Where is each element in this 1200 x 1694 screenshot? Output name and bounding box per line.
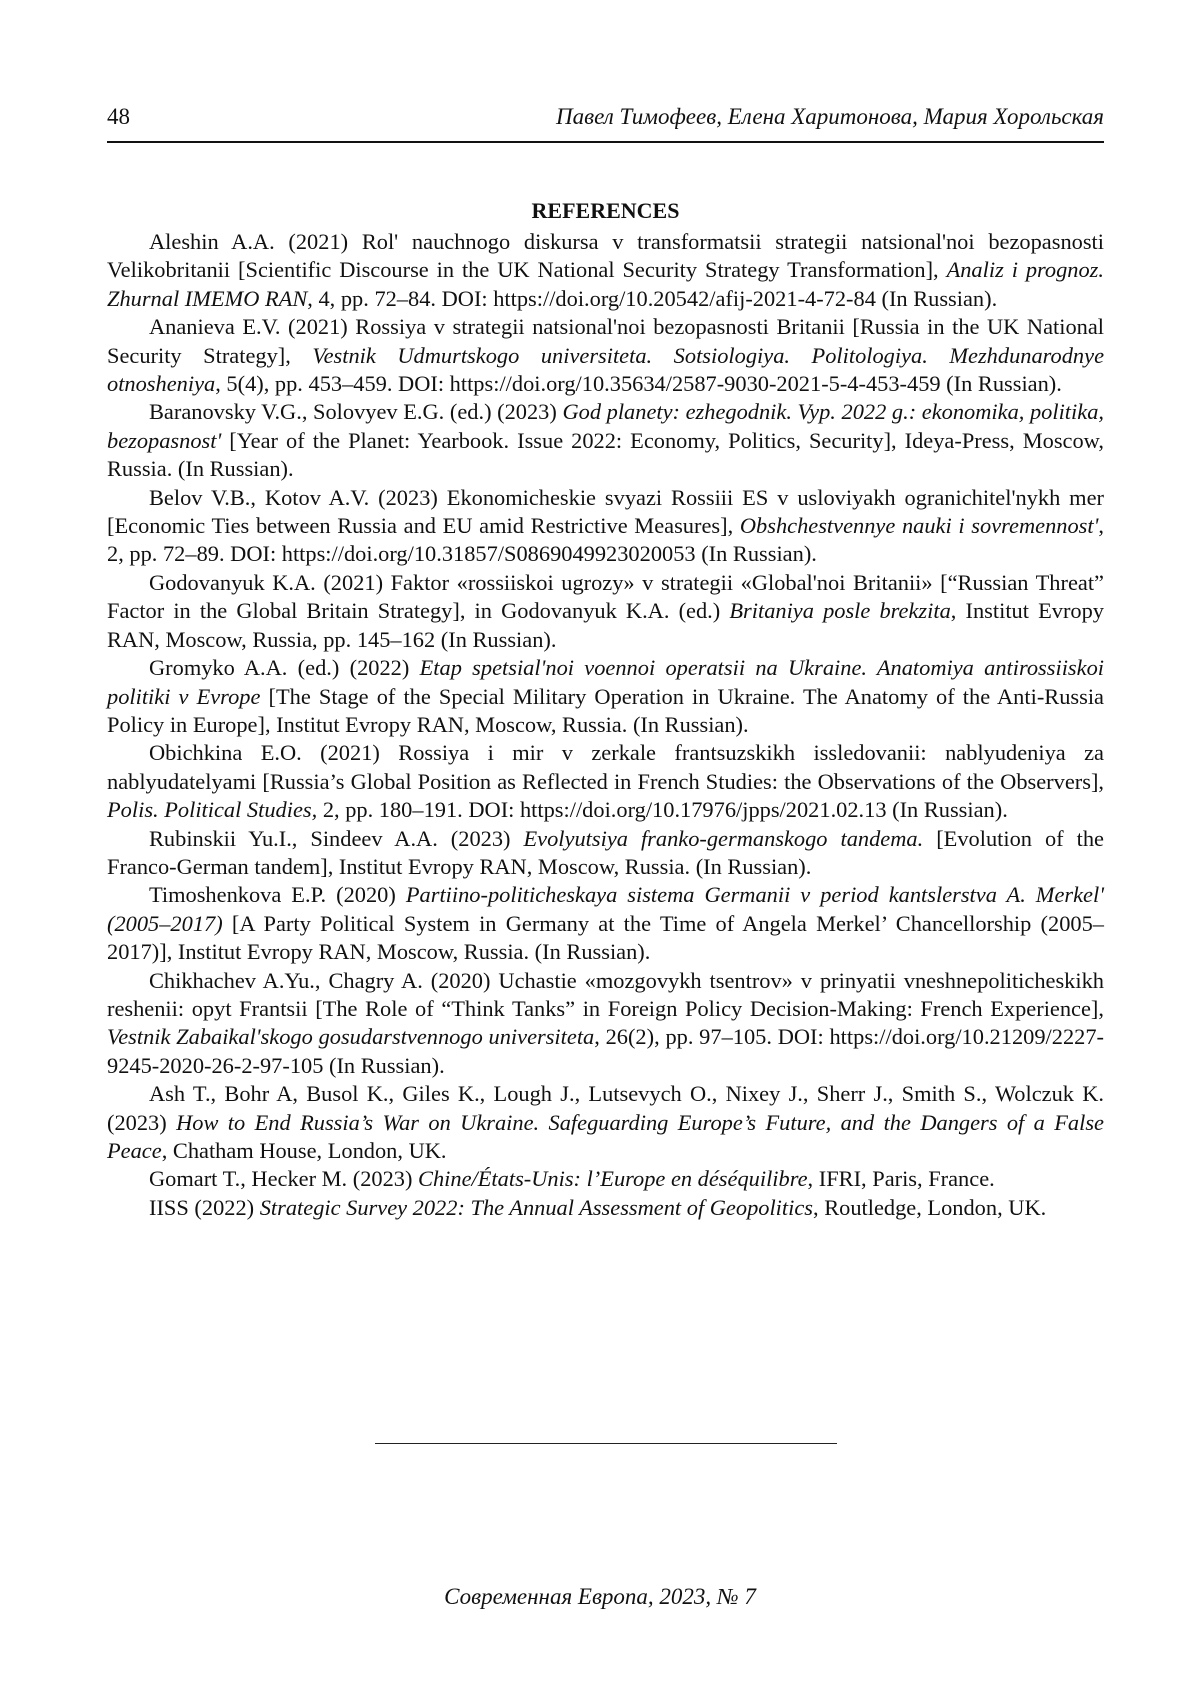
reference-authors: Ananieva E.V. (2021) Rossiya v strategii natsional'noi bezopasnosti Britanii [Russia in the UK National Security Strategy],: [107, 314, 1104, 368]
reference-source: Vestnik Zabaikal'skogo gosudarstvennogo universiteta: [107, 1024, 595, 1050]
reference-source: Partiino-politicheskaya sistema Germanii v period kantslerstva A. Merkel' (2005–2017): [107, 882, 1104, 936]
running-title-authors: Павел Тимофеев, Елена Харитонова, Мария Хорольская: [556, 104, 1104, 129]
reference-authors: Timoshenkova E.P. (2020): [149, 882, 396, 908]
reference-entry: [107, 484, 1104, 569]
reference-authors: Aleshin A.A. (2021) Rol' nauchnogo diskursa v transformatsii strategii natsional'noi bezopasnosti Velikobritanii [Scientific Discourse in the UK National Security Strategy Transformation],: [107, 229, 1104, 283]
section-end-rule: [375, 1443, 837, 1444]
reference-details: , Institut Evropy RAN, Moscow, Russia, pp. 145–162 (In Russian).: [107, 598, 1104, 652]
reference-entry: [107, 967, 1104, 1081]
reference-authors: Rubinskii Yu.I., Sindeev A.A. (2023): [149, 825, 511, 851]
reference-source: Obshchestvennye nauki i sovremennost': [739, 513, 1099, 539]
reference-authors: Godovanyuk K.A. (2021) Faktor «rossiiskoi ugrozy» v strategii «Global'noi Britanii» [“Russian Threat” Factor in the Global Britain Strategy], in Godovanyuk K.A. (ed.): [107, 569, 1104, 624]
reference-authors: Ash T., Bohr A, Busol K., Giles K., Lough J., Lutsevych O., Nixey J., Sherr J., Smith S., Wolczuk K. (2023): [107, 1081, 1104, 1135]
reference-source: Etap spetsial'noi voennoi operatsii na Ukraine. Anatomiya antirossiiskoi politiki v Evrope: [107, 655, 1104, 709]
reference-entry: [107, 654, 1104, 739]
reference-authors: Belov V.B., Kotov A.V. (2023) Ekonomicheskie svyazi Rossiii ES v usloviyakh ogranichitel'nykh mer [Economic Ties between Russia and EU amid Restrictive Measures],: [107, 484, 1104, 539]
reference-details: 2, pp. 180–191. DOI: https://doi.org/10.17976/jpps/2021.02.13 (In Russian).: [317, 797, 1008, 823]
reference-entry: [107, 398, 1104, 483]
reference-source: Vestnik Udmurtskogo universiteta. Sotsiologiya. Politologiya. Mezhdunarodnye otnosheniya: [107, 342, 1105, 397]
reference-source: Britaniya posle brekzita: [729, 598, 951, 624]
reference-authors: IISS (2022): [149, 1194, 255, 1220]
reference-entry: [107, 825, 1104, 882]
reference-entry: [107, 1194, 1104, 1222]
reference-authors: Chikhachev A.Yu., Chagry A. (2020) Uchastie «mozgovykh tsentrov» v prinyatii vneshnepoliticheskikh reshenii: opyt Frantsii [The Role of “Think Tanks” in Foreign Policy Decision-Making: French Experience],: [107, 967, 1104, 1021]
references-heading: REFERENCES: [531, 198, 680, 223]
reference-entry: [107, 313, 1104, 398]
header-rule: [107, 141, 1104, 143]
reference-source: God planety: ezhegodnik. Vyp. 2022 g.: ekonomika, politika, bezopasnost': [107, 399, 1104, 453]
reference-details: , IFRI, Paris, France.: [807, 1166, 995, 1192]
reference-authors: Obichkina E.O. (2021) Rossiya i mir v zerkale frantsuzskikh issledovanii: nablyudeniya za nablyudatelyami [Russia’s Global Position as Reflected in French Studies: the Observations of the Observers],: [107, 740, 1104, 794]
reference-entry: [107, 881, 1104, 966]
reference-details: , 26(2), pp. 97–105. DOI: https://doi.org/10.21209/2227-9245-2020-26-2-97-105 (In Russian).: [107, 1024, 1104, 1078]
reference-entry: [107, 1165, 1104, 1193]
reference-details: [A Party Political System in Germany at the Time of Angela Merkel’ Chancellorship (2005–2017)], Institut Evropy RAN, Moscow, Russia. (In Russian).: [107, 910, 1104, 965]
reference-source: Chine/États-Unis: l’Europe en déséquilibre: [418, 1166, 808, 1192]
reference-authors: Baranovsky V.G., Solovyev E.G. (ed.) (2023): [149, 399, 557, 425]
reference-source: Strategic Survey 2022: The Annual Assessment of Geopolitics: [259, 1194, 813, 1220]
reference-authors: Gromyko A.A. (ed.) (2022): [149, 655, 410, 681]
reference-entry: [107, 569, 1104, 654]
reference-source: Polis. Political Studies,: [107, 797, 318, 823]
reference-details: [Evolution of the Franco-German tandem], Institut Evropy RAN, Moscow, Russia. (In Russian).: [107, 825, 1104, 879]
reference-details: [The Stage of the Special Military Operation in Ukraine. The Anatomy of the Anti-Russia Policy in Europe], Institut Evropy RAN, Moscow, Russia. (In Russian).: [107, 683, 1104, 737]
reference-details: , Routledge, London, UK.: [813, 1194, 1047, 1220]
reference-details: , 4, pp. 72–84. DOI: https://doi.org/10.20542/afij-2021-4-72-84 (In Russian).: [307, 285, 998, 311]
reference-source: Evolyutsiya franko-germanskogo tandema.: [523, 825, 924, 851]
reference-details: , 2, pp. 72–89. DOI: https://doi.org/10.31857/S0869049923020053 (In Russian).: [107, 513, 1104, 567]
reference-entry: [107, 1080, 1104, 1165]
reference-source: How to End Russia’s War on Ukraine. Safeguarding Europe’s Future, and the Dangers of a False Peace: [107, 1109, 1104, 1163]
reference-source: Analiz i prognoz. Zhurnal IMEMO RAN: [107, 257, 1104, 311]
page-header: [107, 104, 1104, 138]
reference-entry: [107, 739, 1104, 824]
page-number: 48: [107, 104, 130, 129]
references-list: [107, 228, 1104, 1222]
journal-footer: Современная Европа, 2023, № 7: [444, 1584, 756, 1609]
reference-authors: Gomart T., Hecker M. (2023): [149, 1166, 413, 1192]
reference-details: , Chatham House, London, UK.: [161, 1138, 447, 1163]
reference-entry: [107, 228, 1104, 313]
reference-details: , 5(4), pp. 453–459. DOI: https://doi.org/10.35634/2587-9030-2021-5-4-453-459 (In Russian).: [215, 371, 1062, 397]
reference-details: [Year of the Planet: Yearbook. Issue 2022: Economy, Politics, Security], Ideya-Press, Moscow, Russia. (In Russian).: [107, 427, 1104, 482]
